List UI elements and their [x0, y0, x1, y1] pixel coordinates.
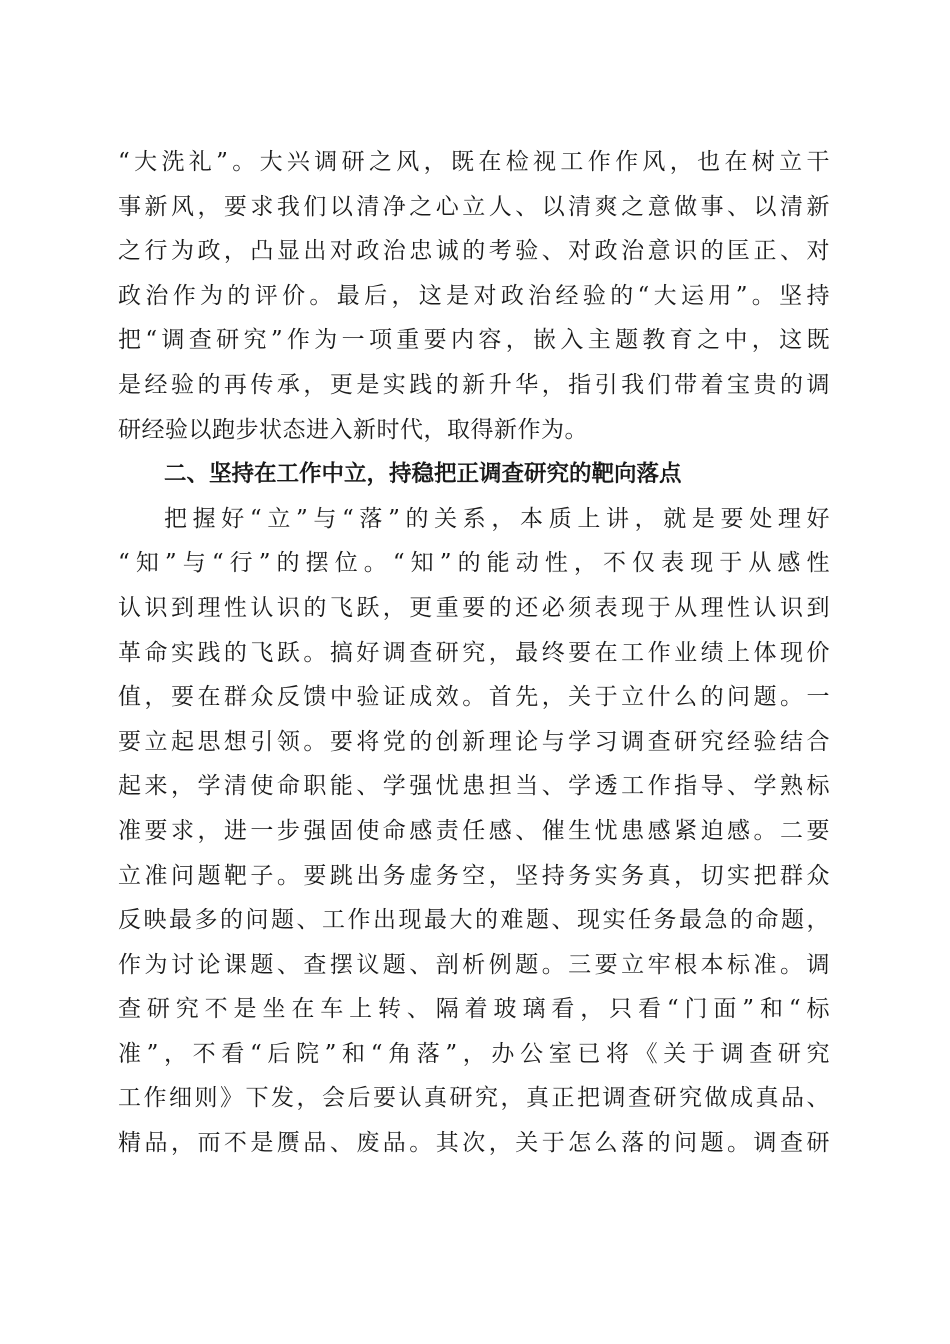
paragraph-line: 准要求，进一步强固使命感责任感、催生忧患感紧迫感。二要	[118, 817, 830, 844]
paragraph-line: 查研究不是坐在车上转、隔着玻璃看，只看“门面”和“标	[118, 996, 830, 1023]
paragraph-line: 政治作为的评价。最后，这是对政治经验的“大运用”。坚持	[118, 282, 830, 309]
paragraph-line: 把“调查研究”作为一项重要内容，嵌入主题教育之中，这既	[118, 327, 830, 354]
paragraph-line: 研经验以跑步状态进入新时代，取得新作为。	[118, 416, 588, 443]
paragraph-line: 作为讨论课题、查摆议题、剖析例题。三要立牢根本标准。调	[118, 951, 830, 978]
paragraph-line: 把握好“立”与“落”的关系，本质上讲，就是要处理好	[164, 505, 830, 532]
paragraph-line: 革命实践的飞跃。搞好调查研究，最终要在工作业绩上体现价	[118, 639, 830, 666]
paragraph-line: 准”，不看“后院”和“角落”，办公室已将《关于调查研究	[118, 1040, 830, 1067]
paragraph-line: 之行为政，凸显出对政治忠诚的考验、对政治意识的匡正、对	[118, 238, 830, 265]
paragraph-line: “知”与“行”的摆位。“知”的能动性，不仅表现于从感性	[118, 550, 830, 577]
paragraph-line: 值，要在群众反馈中验证成效。首先，关于立什么的问题。一	[118, 684, 830, 711]
paragraph-line: 工作细则》下发，会后要认真研究，真正把调查研究做成真品、	[118, 1085, 830, 1112]
paragraph-line: 反映最多的问题、工作出现最大的难题、现实任务最急的命题，	[118, 907, 830, 934]
document-body	[118, 140, 830, 1166]
paragraph-line: 要立起思想引领。要将党的创新理论与学习调查研究经验结合	[118, 728, 830, 755]
section-heading: 二、坚持在工作中立，持稳把正调查研究的靶向落点	[164, 461, 682, 488]
paragraph-line: 事新风，要求我们以清净之心立人、以清爽之意做事、以清新	[118, 193, 830, 220]
paragraph-line: 认识到理性认识的飞跃，更重要的还必须表现于从理性认识到	[118, 594, 830, 621]
paragraph-line: 精品，而不是赝品、废品。其次，关于怎么落的问题。调查研	[118, 1130, 830, 1157]
paragraph-line: 起来，学清使命职能、学强忧患担当、学透工作指导、学熟标	[118, 773, 830, 800]
paragraph-line: 是经验的再传承，更是实践的新升华，指引我们带着宝贵的调	[118, 371, 830, 398]
paragraph-line: “大洗礼”。大兴调研之风，既在检视工作作风，也在树立干	[118, 149, 830, 175]
paragraph-line: 立准问题靶子。要跳出务虚务空，坚持务实务真，切实把群众	[118, 862, 830, 889]
